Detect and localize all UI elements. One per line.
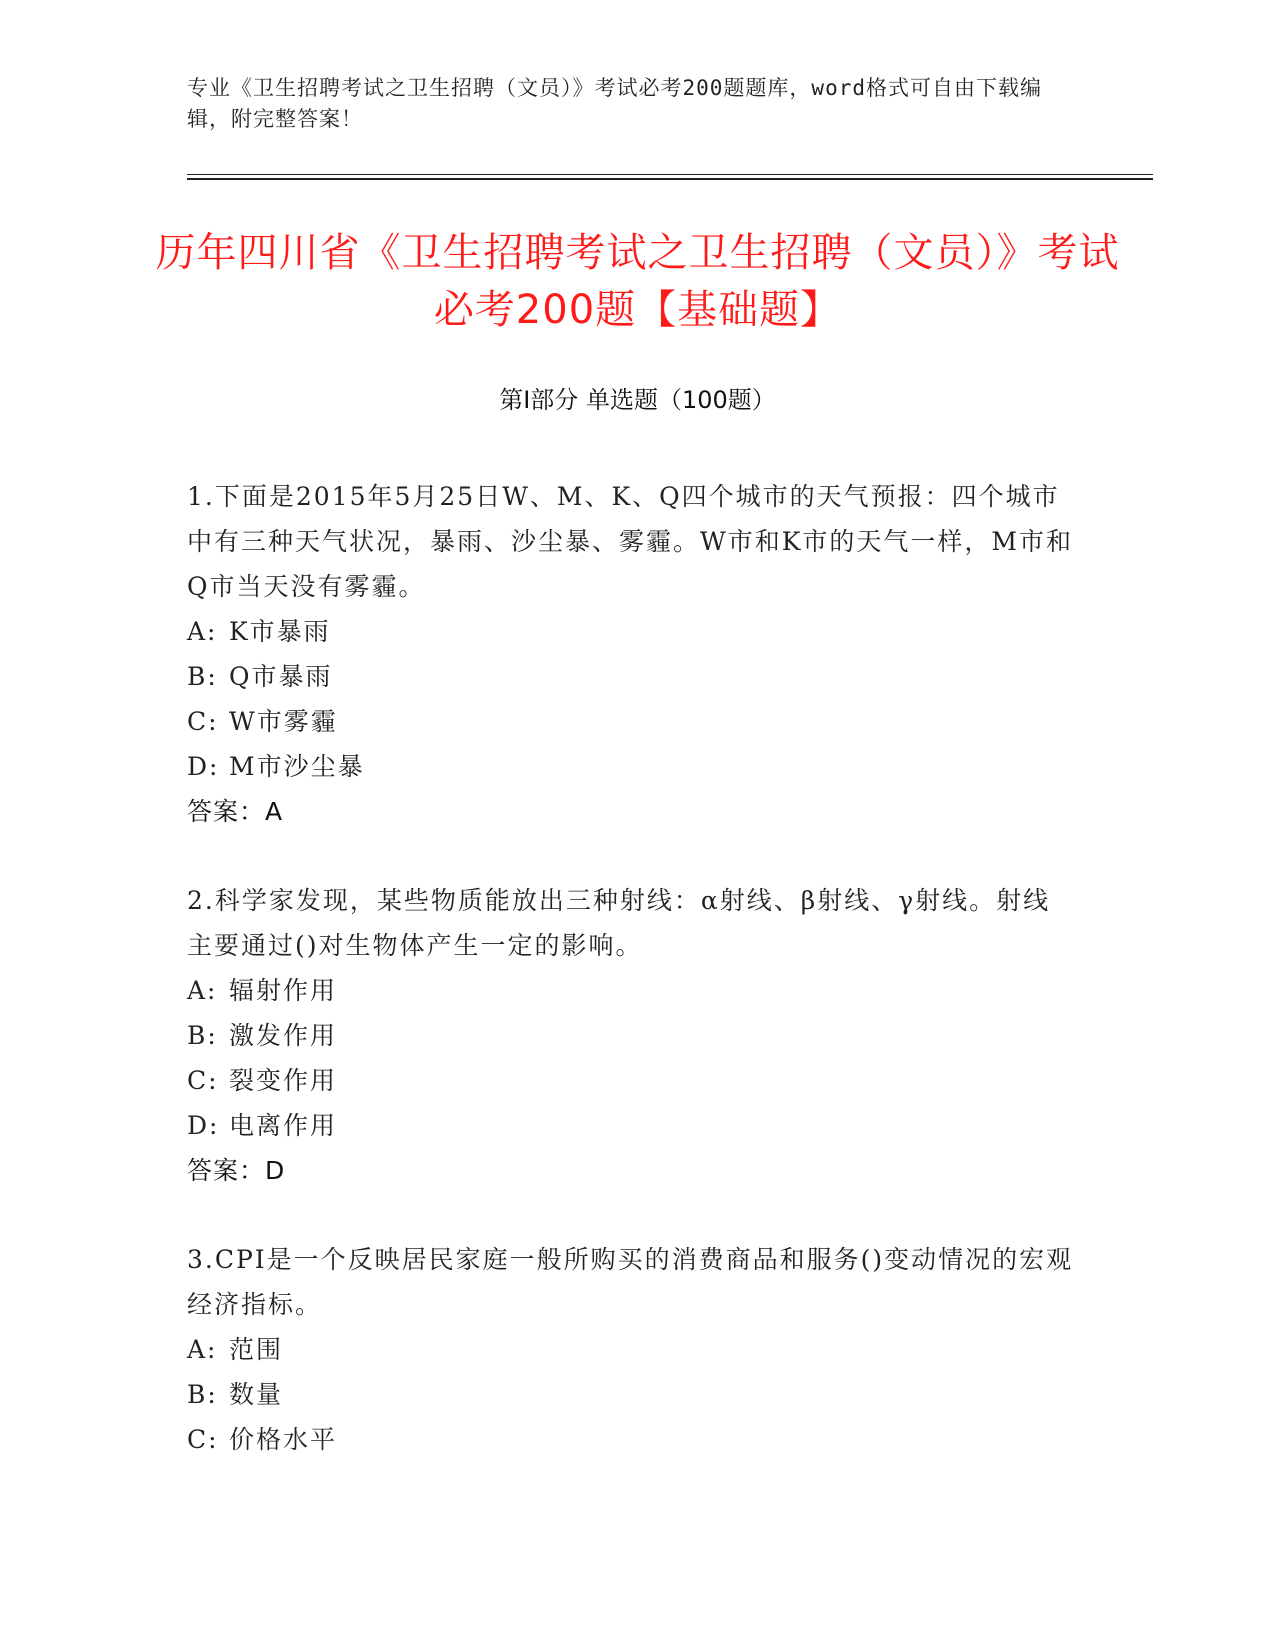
option-letter: A:	[187, 617, 218, 646]
option-letter: B:	[187, 662, 218, 691]
question-list	[187, 474, 1077, 1506]
header-divider-thick	[187, 178, 1153, 180]
option-a	[187, 968, 1077, 1013]
option-letter: B:	[187, 1021, 218, 1050]
option-letter: C:	[187, 1066, 219, 1095]
option-letter: B:	[187, 1380, 218, 1409]
option-letter: A:	[187, 976, 218, 1005]
question-stem: 2.科学家发现，某些物质能放出三种射线：α射线、β射线、γ射线。射线主要通过()对生物体产生一定的影响。	[187, 886, 1051, 960]
option-c	[187, 1058, 1077, 1103]
option-b	[187, 1013, 1077, 1058]
option-text: 价格水平	[229, 1425, 338, 1454]
question-1	[187, 474, 1077, 834]
option-letter: D:	[187, 1111, 220, 1140]
option-b	[187, 1372, 1077, 1417]
document-title: 历年四川省《卫生招聘考试之卫生招聘（文员）》考试必考200题【基础题】	[155, 230, 1120, 333]
answer-line: 答案：D	[187, 1156, 286, 1185]
question-stem: 3.CPI是一个反映居民家庭一般所购买的消费商品和服务()变动情况的宏观经济指标。	[187, 1245, 1074, 1319]
option-c	[187, 1417, 1077, 1462]
option-d	[187, 1103, 1077, 1148]
header-note: 专业《卫生招聘考试之卫生招聘（文员）》考试必考200题题库，word格式可自由下载编辑，附完整答案！	[187, 76, 1042, 131]
option-letter: C:	[187, 1425, 219, 1454]
option-d	[187, 744, 1077, 789]
question-2	[187, 878, 1077, 1193]
option-text: Q市暴雨	[229, 662, 333, 691]
section-heading: 第I部分 单选题（100题）	[499, 386, 776, 414]
option-text: 裂变作用	[229, 1066, 338, 1095]
option-text: 电离作用	[229, 1111, 338, 1140]
answer-line: 答案：A	[187, 797, 284, 826]
option-text: 范围	[229, 1335, 284, 1364]
header-divider-thin	[187, 174, 1153, 175]
question-3	[187, 1237, 1077, 1462]
option-text: 激发作用	[229, 1021, 338, 1050]
option-c	[187, 699, 1077, 744]
option-b	[187, 654, 1077, 699]
option-letter: D:	[187, 752, 220, 781]
option-text: W市雾霾	[229, 707, 338, 736]
option-text: K市暴雨	[229, 617, 331, 646]
option-a	[187, 1327, 1077, 1372]
option-letter: A:	[187, 1335, 218, 1364]
option-a	[187, 609, 1077, 654]
option-text: M市沙尘暴	[229, 752, 365, 781]
question-stem: 1.下面是2015年5月25日W、M、K、Q四个城市的天气预报：四个城市中有三种天气状况，暴雨、沙尘暴、雾霾。W市和K市的天气一样，M市和Q市当天没有雾霾。	[187, 482, 1073, 601]
option-letter: C:	[187, 707, 219, 736]
option-text: 数量	[229, 1380, 284, 1409]
option-text: 辐射作用	[229, 976, 338, 1005]
